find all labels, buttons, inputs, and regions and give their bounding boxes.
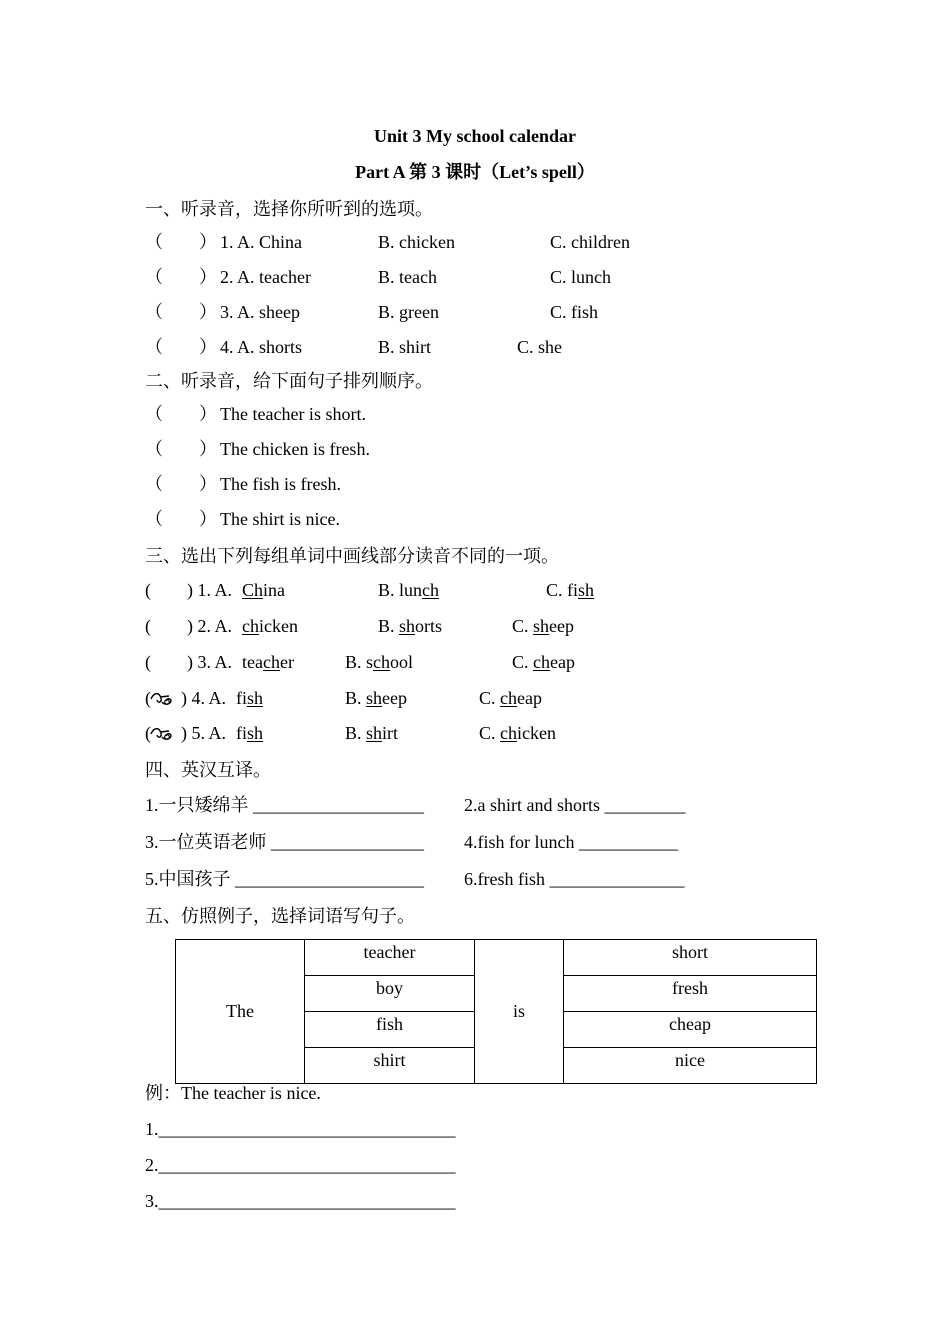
adjective-cell: short — [564, 940, 817, 976]
answer-blank: （ ） — [145, 302, 217, 322]
page-subtitle: Part A 第 3 课时（Let’s spell） — [355, 162, 595, 182]
option-c: C. children — [550, 232, 630, 252]
subject-cell: The — [176, 940, 305, 1084]
question-number: ) 1. A. — [187, 580, 232, 600]
sentence: The teacher is short. — [220, 404, 366, 424]
noun-cell: teacher — [305, 940, 475, 976]
option-a: 2. A. teacher — [220, 267, 311, 287]
question-number: ) 2. A. — [187, 616, 232, 636]
sentence: The shirt is nice. — [220, 509, 340, 529]
translation-item: 5.中国孩子 _____________________ — [145, 869, 424, 889]
word-b: B. lunch — [378, 580, 440, 600]
word-a: fish — [236, 723, 264, 743]
option-b: B. chicken — [378, 232, 455, 252]
adjective-cell: nice — [564, 1048, 817, 1084]
answer-blank: （ ） — [145, 474, 217, 494]
translation-item: 6.fresh fish _______________ — [464, 869, 685, 889]
word-c: C. chicken — [479, 723, 556, 743]
option-b: B. teach — [378, 267, 437, 287]
word-table — [175, 939, 817, 1084]
word-c: C. cheap — [512, 652, 575, 672]
answer-line: 3._________________________________ — [145, 1191, 456, 1211]
translation-item: 4.fish for lunch ___________ — [464, 832, 678, 852]
word-c: C. fish — [546, 580, 595, 600]
section-4-heading: 四、英汉互译。 — [145, 760, 271, 780]
option-c: C. she — [517, 337, 562, 357]
word-b: B. shirt — [345, 723, 399, 743]
word-b: B. shorts — [378, 616, 443, 636]
answer-blank: （ ） — [145, 337, 217, 357]
noun-cell: fish — [305, 1012, 475, 1048]
option-a: 4. A. shorts — [220, 337, 303, 357]
translation-item: 2.a shirt and shorts _________ — [464, 795, 686, 815]
answer-blank: （ ） — [145, 439, 217, 459]
answer-line: 1._________________________________ — [145, 1119, 456, 1139]
example-sentence: 例：The teacher is nice. — [145, 1083, 321, 1103]
page-title: Unit 3 My school calendar — [374, 126, 576, 146]
open-paren: ( — [145, 688, 151, 708]
word-a: fish — [236, 688, 264, 708]
answer-blank: （ ） — [145, 267, 217, 287]
question-number: ) 3. A. — [187, 652, 232, 672]
answer-blank: （ ） — [145, 509, 217, 529]
noun-cell: shirt — [305, 1048, 475, 1084]
open-paren: ( — [145, 616, 151, 636]
sentence: The fish is fresh. — [220, 474, 341, 494]
option-c: C. fish — [550, 302, 599, 322]
translation-item: 3.一位英语老师 _________________ — [145, 832, 424, 852]
verb-cell: is — [475, 940, 564, 1084]
open-paren: ( — [145, 580, 151, 600]
word-b: B. school — [345, 652, 414, 672]
noun-cell: boy — [305, 976, 475, 1012]
word-a: teacher — [242, 652, 294, 672]
word-a: China — [242, 580, 286, 600]
answer-line: 2._________________________________ — [145, 1155, 456, 1175]
option-b: B. green — [378, 302, 439, 322]
sentence: The chicken is fresh. — [220, 439, 370, 459]
open-paren: ( — [145, 652, 151, 672]
option-a: 3. A. sheep — [220, 302, 300, 322]
section-3-heading: 三、选出下列每组单词中画线部分读音不同的一项。 — [145, 546, 559, 566]
word-b: B. sheep — [345, 688, 408, 708]
scribble-icon — [149, 690, 173, 708]
option-b: B. shirt — [378, 337, 432, 357]
question-number: ) 5. A. — [181, 723, 226, 743]
word-c: C. sheep — [512, 616, 575, 636]
option-c: C. lunch — [550, 267, 611, 287]
option-a: 1. A. China — [220, 232, 303, 252]
word-c: C. cheap — [479, 688, 542, 708]
adjective-cell: cheap — [564, 1012, 817, 1048]
answer-blank: （ ） — [145, 404, 217, 424]
section-5-heading: 五、仿照例子，选择词语写句子。 — [145, 906, 415, 926]
section-1-heading: 一、听录音，选择你所听到的选项。 — [145, 199, 433, 219]
translation-item: 1.一只矮绵羊 ___________________ — [145, 795, 424, 815]
adjective-cell: fresh — [564, 976, 817, 1012]
scribble-icon — [149, 725, 173, 743]
section-2-heading: 二、听录音，给下面句子排列顺序。 — [145, 371, 433, 391]
answer-blank: （ ） — [145, 232, 217, 252]
open-paren: ( — [145, 723, 151, 743]
word-a: chicken — [242, 616, 298, 636]
question-number: ) 4. A. — [181, 688, 226, 708]
